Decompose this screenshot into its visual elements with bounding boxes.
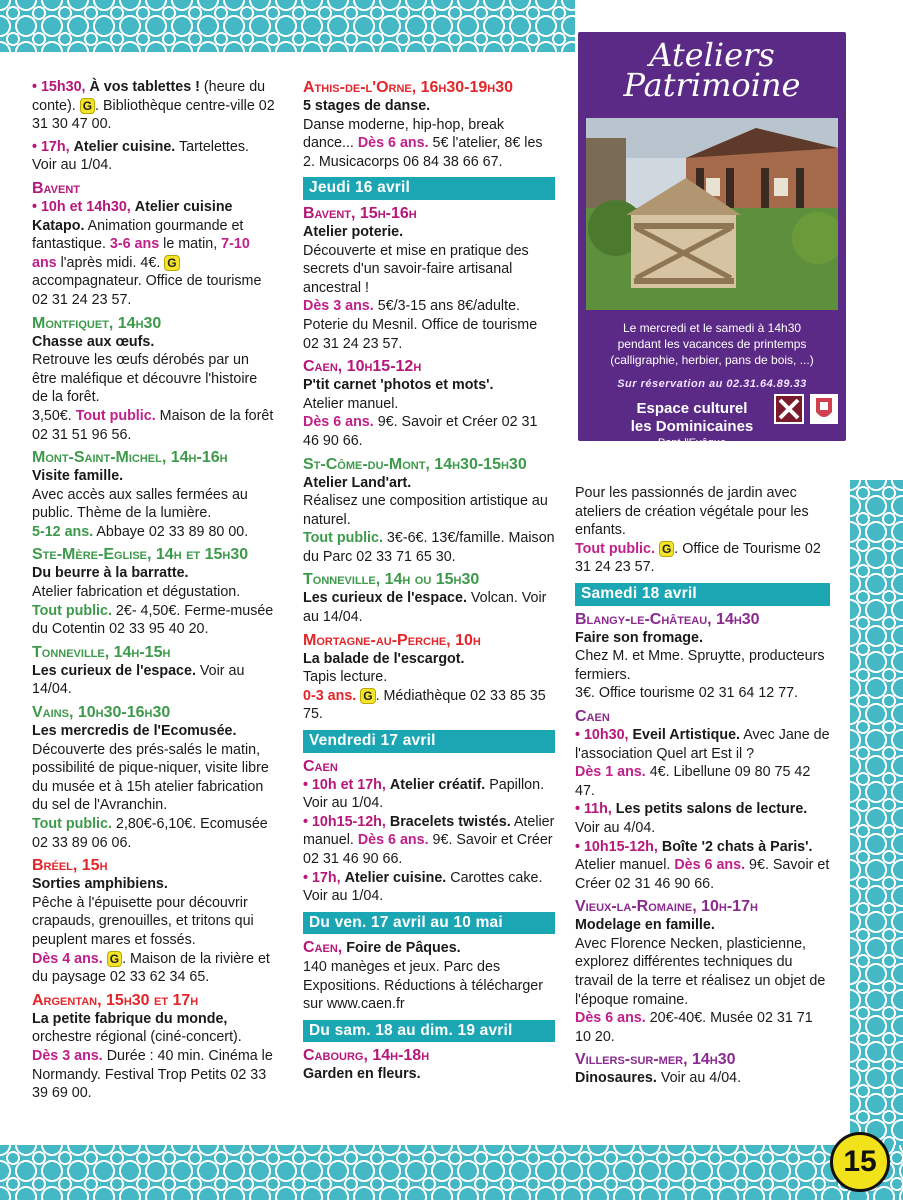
event-title: La petite fabrique du monde, bbox=[32, 1010, 228, 1027]
event-title: Les curieux de l'espace. bbox=[303, 590, 467, 607]
date-banner: Du sam. 18 au dim. 19 avril bbox=[303, 1020, 555, 1043]
event-location: Tonneville, 14h-15h bbox=[32, 643, 171, 661]
event-mortagne bbox=[303, 631, 555, 724]
cross-logo-icon bbox=[774, 394, 804, 424]
event-cabourg bbox=[303, 1046, 555, 1084]
age-range: Dès 6 ans. bbox=[674, 857, 746, 874]
ad-reservation: Sur réservation au 02.31.64.89.33 bbox=[617, 378, 807, 390]
event-text: Carottes cake. Voir au 1/04. bbox=[303, 869, 543, 905]
event-text: Réalisez une composition artistique au naturel. bbox=[303, 493, 548, 528]
event-time: • 10h15-12h, bbox=[575, 838, 658, 855]
event-title: Atelier Land'art. bbox=[303, 474, 412, 491]
age-range: Tout public. bbox=[75, 407, 156, 424]
event-ste-mere-eglise bbox=[32, 545, 277, 638]
event-text: Découverte et mise en pratique des secrets d'un savoir-faire artisanal ancestral ! bbox=[303, 242, 529, 296]
event-text: Voir au 14/04. bbox=[32, 662, 245, 698]
event-title: Visite famille. bbox=[32, 468, 124, 485]
event-text: Atelier manuel. bbox=[575, 857, 675, 874]
age-range: Dès 4 ans. bbox=[32, 950, 103, 967]
event-time: • 10h et 14h30, bbox=[32, 198, 131, 215]
event-title: Les curieux de l'espace. bbox=[32, 662, 196, 679]
event-title: Atelier cuisine Katapo. bbox=[32, 198, 233, 234]
event-tablettes bbox=[32, 78, 277, 134]
g-badge-icon: G bbox=[659, 541, 674, 557]
column-3 bbox=[575, 484, 830, 1092]
event-text: (heure du conte). bbox=[32, 79, 266, 114]
ad-text-line: (calligraphie, herbier, pans de bois, ...) bbox=[610, 353, 814, 367]
ateliers-patrimoine-ad bbox=[578, 32, 846, 449]
event-location: Mont-Saint-Michel, 14h-16h bbox=[32, 449, 228, 467]
event-text: Durée : 40 min. Cinéma le Normandy. Festival Trop Petits 02 33 39 69 00. bbox=[32, 1047, 273, 1102]
event-title: Modelage en famille. bbox=[575, 917, 715, 934]
event-text: 4€. Libellune 09 80 75 42 47. bbox=[575, 764, 811, 799]
event-location: Montfiquet, 14h30 bbox=[32, 314, 162, 332]
event-text: le matin, bbox=[159, 236, 222, 253]
event-location: Tonneville, 14h ou 15h30 bbox=[303, 571, 480, 589]
ad-text-line: pendant les vacances de printemps bbox=[617, 337, 807, 351]
event-cabourg-continued bbox=[575, 484, 830, 577]
event-time: • 11h, bbox=[575, 801, 612, 818]
event-text: 9€. Savoir et Créer 02 31 46 90 66. bbox=[303, 832, 553, 867]
event-bavent-poterie bbox=[303, 204, 555, 353]
ad-venue-line: Espace culturel bbox=[636, 400, 748, 417]
event-text: . Médiathèque 02 33 85 35 75. bbox=[303, 687, 546, 723]
event-text: Retrouve les œufs dérobés par un être maléfique et découvre l'histoire de la forêt. bbox=[32, 352, 258, 406]
event-title: La balade de l'escargot. bbox=[303, 650, 465, 667]
event-location: Caen, bbox=[303, 939, 343, 957]
event-title: Sorties amphibiens. bbox=[32, 876, 168, 893]
date-banner: Jeudi 16 avril bbox=[303, 177, 555, 200]
ad-title bbox=[578, 36, 846, 104]
column-1 bbox=[32, 78, 277, 1107]
event-location: Vains, 10h30-16h30 bbox=[32, 704, 171, 722]
event-argentan bbox=[32, 991, 277, 1103]
event-text: 3,50€. bbox=[32, 407, 76, 424]
event-text: 5€/3-15 ans 8€/adulte. Poterie du Mesnil. Office de tourisme 02 31 24 23 57. bbox=[303, 298, 538, 352]
decorative-pattern-bottom bbox=[0, 1145, 903, 1200]
event-title: Les mercredis de l'Ecomusée. bbox=[32, 723, 237, 740]
event-time: • 10h30, bbox=[575, 726, 629, 743]
age-range: 5-12 ans. bbox=[32, 523, 94, 540]
event-text: Voir au 4/04. bbox=[656, 1070, 742, 1087]
event-foire bbox=[303, 938, 555, 1013]
event-text: 9€. Savoir et Créer 02 31 46 90 66. bbox=[575, 857, 830, 892]
age-range: Tout public. bbox=[303, 530, 383, 547]
event-location: Cabourg, 14h-18h bbox=[303, 1047, 430, 1065]
g-badge-icon: G bbox=[164, 255, 179, 271]
event-text: Maison de la forêt 02 31 51 96 56. bbox=[32, 407, 274, 443]
event-caen-samedi bbox=[575, 707, 830, 893]
event-blangy bbox=[575, 610, 830, 703]
age-range: Dès 6 ans. bbox=[357, 135, 429, 152]
event-text: Pêche à l'épuisette pour découvrir crapauds, grenouilles, et tritons qui peuplent mares et fossés. bbox=[32, 894, 254, 948]
event-title: Boîte '2 chats à Paris'. bbox=[661, 838, 813, 855]
event-location: Ste-Mère-Eglise, 14h et 15h30 bbox=[32, 546, 249, 564]
event-text: . Maison de la rivière et du paysage 02 33 62 34 65. bbox=[32, 950, 270, 986]
event-title: Eveil Artistique. bbox=[632, 726, 741, 743]
age-range: Dès 1 ans. bbox=[575, 764, 646, 781]
age-range: Dès 3 ans. bbox=[32, 1047, 103, 1064]
event-title: Chasse aux œufs. bbox=[32, 333, 155, 350]
event-title: Atelier cuisine. bbox=[73, 138, 176, 155]
event-time: • 17h, bbox=[32, 138, 70, 155]
event-text: Atelier fabrication et dégustation. bbox=[32, 584, 241, 601]
event-breel bbox=[32, 856, 277, 987]
page-number: 15 bbox=[830, 1132, 890, 1192]
event-title: P'tit carnet 'photos et mots'. bbox=[303, 377, 494, 394]
date-banner: Samedi 18 avril bbox=[575, 583, 830, 606]
event-text: Atelier manuel. bbox=[303, 395, 399, 412]
event-location: Caen bbox=[303, 757, 338, 775]
event-villers bbox=[575, 1050, 830, 1088]
event-time: • 10h et 17h, bbox=[303, 776, 386, 793]
event-text: Abbaye 02 33 89 80 00. bbox=[93, 523, 249, 540]
event-text: 20€-40€. Musée 02 31 71 10 20. bbox=[575, 1010, 813, 1045]
event-caen-vendredi bbox=[303, 757, 555, 906]
event-vains bbox=[32, 703, 277, 852]
ad-photo bbox=[586, 118, 838, 310]
ad-title-line: Ateliers bbox=[649, 36, 775, 74]
date-banner: Vendredi 17 avril bbox=[303, 730, 555, 753]
event-title: Atelier poterie. bbox=[303, 223, 404, 240]
event-location: Bavent bbox=[32, 179, 81, 197]
event-tonneville-2 bbox=[303, 570, 555, 626]
event-text: Avec Jane de l'association Quel art Est il ? bbox=[575, 726, 830, 762]
event-time: • 10h15-12h, bbox=[303, 813, 386, 830]
event-text: 3€-6€. 13€/famille. Maison du Parc 02 33 71 65 30. bbox=[303, 530, 555, 565]
event-text: Animation gourmande et fantastique. bbox=[32, 217, 244, 253]
event-text: 2,80€-6,10€. Ecomusée 02 33 89 06 06. bbox=[32, 816, 268, 851]
age-range: 0-3 ans. bbox=[303, 687, 357, 704]
event-title: Dinosaures. bbox=[575, 1070, 657, 1087]
event-text: Voir au 4/04. bbox=[575, 819, 656, 836]
event-text: Pour les passionnés de jardin avec ateliers de création végétale pour les enfants. bbox=[575, 485, 809, 539]
town-crest-icon bbox=[810, 394, 838, 424]
event-text: 3€. Office tourisme 02 31 64 12 77. bbox=[575, 685, 799, 702]
g-badge-icon: G bbox=[80, 98, 95, 114]
age-range: Tout public. bbox=[32, 602, 112, 619]
event-caen-carnet bbox=[303, 357, 555, 450]
event-title: 5 stages de danse. bbox=[303, 98, 431, 114]
event-text: l'après midi. 4€. bbox=[56, 254, 165, 271]
column-2 bbox=[303, 78, 555, 1088]
event-text: Avec accès aux salles fermées au public. Thème de la lumière. bbox=[32, 486, 248, 522]
event-title: À vos tablettes ! bbox=[89, 79, 200, 95]
event-text: 5€ l'atelier, 8€ les 2. Musicacorps 06 84 38 66 67. bbox=[303, 135, 543, 170]
event-mont-saint-michel bbox=[32, 448, 277, 541]
age-range: Dès 3 ans. bbox=[303, 298, 374, 315]
event-title: Garden en fleurs. bbox=[303, 1066, 421, 1083]
age-range: Tout public. bbox=[32, 816, 112, 832]
ad-venue-line: les Dominicaines bbox=[630, 418, 754, 435]
g-badge-icon: G bbox=[107, 951, 122, 967]
event-text: Tartelettes. Voir au 1/04. bbox=[32, 138, 249, 174]
ad-text-line: Le mercredi et le samedi à 14h30 bbox=[622, 321, 802, 335]
event-text: Chez M. et Mme. Spruytte, producteurs fermiers. bbox=[575, 648, 825, 683]
ad-venue bbox=[592, 400, 792, 436]
event-time: • 15h30, bbox=[32, 79, 86, 95]
event-vieux-la-romaine bbox=[575, 897, 830, 1046]
event-text: 2€- 4,50€. Ferme-musée du Cotentin 02 33 95 40 20. bbox=[32, 602, 274, 638]
event-title: Atelier cuisine. bbox=[344, 869, 447, 886]
age-range: Dès 6 ans. bbox=[575, 1010, 646, 1027]
event-text: Volcan. Voir au 14/04. bbox=[303, 590, 547, 626]
event-montfiquet bbox=[32, 314, 277, 445]
event-title: Du beurre à la barratte. bbox=[32, 565, 189, 582]
age-range: Tout public. bbox=[575, 540, 655, 557]
event-text: Tapis lecture. bbox=[303, 669, 388, 686]
event-title: Les petits salons de lecture. bbox=[615, 801, 808, 818]
event-title: Atelier créatif. bbox=[389, 776, 486, 793]
event-location: Argentan, 15h30 et 17h bbox=[32, 991, 199, 1009]
age-range: Dès 6 ans. bbox=[357, 832, 429, 849]
event-location: Bavent, 15h-16h bbox=[303, 204, 417, 222]
event-location: Bréel, 15h bbox=[32, 857, 108, 875]
event-text: . Office de Tourisme 02 31 24 23 57. bbox=[575, 540, 821, 576]
event-st-come bbox=[303, 455, 555, 567]
event-title: Foire de Pâques. bbox=[346, 940, 461, 957]
ad-town: Pont-l'Evêque bbox=[657, 437, 727, 449]
event-text: 9€. Savoir et Créer 02 31 46 90 66. bbox=[303, 414, 538, 449]
event-text: Atelier manuel. bbox=[303, 813, 555, 849]
event-cuisine bbox=[32, 138, 277, 175]
event-location: Caen, 10h15-12h bbox=[303, 358, 422, 376]
event-location: Vieux-la-Romaine, 10h-17h bbox=[575, 898, 758, 916]
event-location: Athis-de-l'Orne, 16h30-19h30 bbox=[303, 79, 514, 96]
event-location: Villers-sur-mer, 14h30 bbox=[575, 1051, 736, 1069]
event-location: Caen bbox=[575, 707, 610, 725]
event-location: Mortagne-au-Perche, 10h bbox=[303, 631, 481, 649]
age-range: 3-6 ans bbox=[109, 236, 160, 253]
decorative-pattern-right bbox=[850, 480, 903, 1160]
event-text: Avec Florence Necken, plasticienne, explorez différentes techniques du travail de la terre et réalisez un objet de l'époque romaine. bbox=[575, 935, 826, 1008]
date-banner: Du ven. 17 avril au 10 mai bbox=[303, 912, 555, 935]
age-range: 7-10 ans bbox=[32, 236, 250, 271]
event-text: 140 manèges et jeux. Parc des Expositions. Réductions à télécharger sur www.caen.fr bbox=[303, 958, 544, 1013]
event-title: Bracelets twistés. bbox=[389, 813, 511, 830]
ad-text bbox=[588, 320, 836, 368]
event-text: orchestre régional (ciné-concert). bbox=[32, 1029, 242, 1046]
age-range: Dès 6 ans. bbox=[303, 414, 374, 431]
event-bavent bbox=[32, 179, 277, 310]
event-title: Faire son fromage. bbox=[575, 629, 703, 646]
event-athis bbox=[303, 78, 555, 171]
g-badge-icon: G bbox=[360, 688, 375, 704]
event-location: Blangy-le-Château, 14h30 bbox=[575, 610, 760, 628]
event-time: • 17h, bbox=[303, 869, 341, 886]
event-text: Danse moderne, hip-hop, break dance... bbox=[303, 116, 505, 152]
event-text: accompagnateur. Office de tourisme 02 31 24 23 57. bbox=[32, 273, 262, 308]
event-tonneville bbox=[32, 643, 277, 699]
event-text: Papillon. Voir au 1/04. bbox=[303, 776, 545, 812]
ad-title-line: Patrimoine bbox=[623, 66, 801, 104]
event-text: . Bibliothèque centre-ville 02 31 30 47 00. bbox=[32, 97, 275, 133]
event-text: Découverte des prés-salés le matin, possibilité de pique-niquer, visite libre du musée et à 15h atelier fabrication du sel de l'Avranchin. bbox=[32, 741, 269, 814]
decorative-pattern-top bbox=[0, 0, 575, 52]
event-location: St-Côme-du-Mont, 14h30-15h30 bbox=[303, 455, 527, 473]
